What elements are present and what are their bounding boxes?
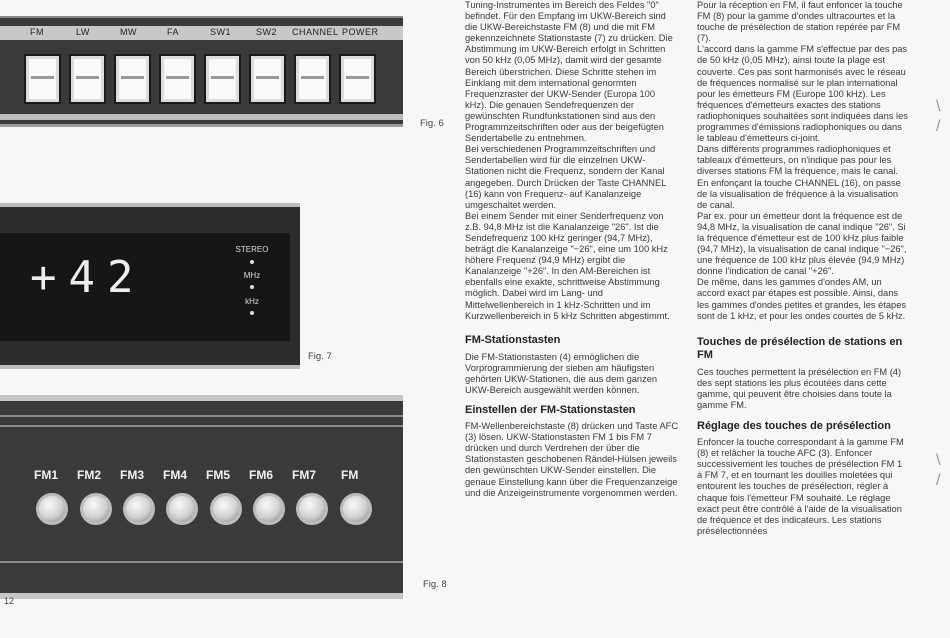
band-switch-mw	[114, 54, 151, 104]
paragraph: L'accord dans la gamme FM s'effectue par des pas de 50 kHz (0,05 MHz), ainsi toute la plage est couverte. Ces pas sont harmonisés avec le réseau de fréquences normalisé sur le plan international pour les émetteurs FM (Europe 100 kHz). Les fréquences d'émetteurs exactes des stations radiophoniques souhaitées sont indiquées dans les programmes d'émissions radiophoniques ou dans le tableau d'émetteurs ci-joint.	[697, 44, 908, 144]
switch-label: CHANNEL	[292, 27, 339, 37]
paragraph: Pour la réception en FM, il faut enfoncer la touche FM (8) pour la gamme d'ondes ultracourtes et la touche de présélection de station repérée par FM (7).	[697, 0, 903, 44]
band-switch-channel	[294, 54, 331, 104]
paragraph: Die FM-Stationstasten (4) ermöglichen die Vorprogrammierung der sieben am häufigsten gehörten UKW-Stationen, die aus dem ganzen UKW-Bereich ausgewählt werden können.	[465, 351, 658, 395]
station-label: FM2	[77, 468, 101, 482]
switch-label: FM	[30, 27, 44, 37]
section-heading: Einstellen der FM-Stationstasten	[465, 404, 636, 417]
figure-6-band-switches	[0, 16, 403, 127]
band-switch-sw1	[204, 54, 241, 104]
switch-rail	[0, 114, 403, 120]
paragraph: Enfoncer la touche correspondant à la gamme FM (8) et relâcher la touche AFC (3). Enfoncer successivement les touches de présélection FM 1 à FM 7, et en tournant les douilles moletées qui entourent les touches de présélection, régler à chaque fois l'émetteur FM souhaité. Le réglage exact peut être contrôlé à l'aide de la visualisation de fréquence et des indicateurs. Les stations présélectionnées	[697, 437, 904, 536]
paragraph: Bei verschiedenen Programmzeitschriften und Sendertabellen wird für die einzelnen UKW-Stationen nicht die Frequenz, sondern der Kanal angegeben. Durch Drücken der Taste CHANNEL (16) kann von Frequenz- auf Kanalanzeige umgeschaltet werden.	[465, 144, 667, 210]
section-heading: Touches de présélection de stations en FM	[697, 335, 903, 361]
paragraph: Bei einem Sender mit einer Senderfrequenz von z.B. 94,8 MHz ist die Kanalanzeige "26". Ist die Sendefrequenz 100 kHz geringer (94,7 MHz), beträgt die Kanalanzeige "−26", eine um 100 kHz höhere Frequenz (94,9 MHz) ergibt die Kanalanzeige "+26". In den AM-Bereichen ist ebenfalls eine exakte, schrittweise Abstimmung möglich. Dabei wird im Lang- und Mittelwellenbereich in 1 kHz-Schritten und im Kurzwellenbereich in 5 kHz Schritten abgestimmt.	[465, 210, 670, 321]
station-label: FM1	[34, 468, 58, 482]
section-heading: Réglage des touches de présélection	[697, 420, 891, 433]
station-button-fm	[340, 493, 372, 525]
station-label: FM7	[292, 468, 316, 482]
paragraph: Ces touches permettent la présélection en FM (4) des sept stations les plus écoutées dans cette gamme, qui peuvent être choisies dans toute la gamme FM.	[697, 366, 902, 410]
page-number: 12	[4, 596, 15, 606]
paragraph: De même, dans les gammes d'ondes AM, un accord exact par étapes est possible. Ainsi, dans les gammes d'ondes petites et grandes, les étapes sont de 1 kHz, et pour les ondes courtes de 5 kHz.	[697, 277, 907, 321]
figure-7-caption: Fig. 7	[308, 351, 332, 362]
band-switch-fa	[159, 54, 196, 104]
mhz-led	[250, 285, 254, 289]
paragraph: Tuning-Instrumentes im Bereich des Feldes "0" befindet. Für den Empfang im UKW-Bereich sind die UKW-Bereichstaste FM (8) und die mit FM gekennzeichnete Stationstaste (7) zu drücken. Die Abstimmung im UKW-Bereich erfolgt in Schritten von 50 kHz (0,05 MHz), damit wird der gesamte Bereich überstrichen. Diese Schritte stehen im Einklang mit dem international genormten Frequenzraster der UKW-Sender (Europa 100 kHz). Die genauen Sendefrequenzen der gewünschten Rundfunkstationen sind aus den Programmzeitschriften oder aus der beigefügten Sendertabelle zu entnehmen.	[465, 0, 673, 144]
station-label: FM5	[206, 468, 230, 482]
station-button-fm2	[80, 493, 112, 525]
stereo-led	[250, 260, 254, 264]
figure-6-caption: Fig. 6	[420, 118, 444, 129]
paragraph: Par ex. pour un émetteur dont la fréquence est de 94,8 MHz, la visualisation de canal indique "26". Si la fréquence d'émetteur est de 100 kHz plus faible (94,7 MHz), la visualisation de canal indique "−26", une fréquence de 100 kHz plus élevée (94,9 MHz) donne l'indication de canal "+26".	[697, 210, 907, 277]
station-button-fm4	[166, 493, 198, 525]
panel-stripe	[0, 561, 403, 563]
panel-stripe	[0, 415, 403, 417]
binding-mark: \	[936, 98, 941, 115]
band-switch-power	[339, 54, 376, 104]
switch-label-strip	[0, 26, 403, 40]
switch-label: FA	[167, 27, 180, 37]
binding-mark: \	[936, 452, 941, 469]
switch-label: MW	[120, 27, 137, 37]
stereo-indicator-label: STEREO	[235, 245, 269, 254]
french-text-column	[697, 0, 908, 537]
band-switch-sw2	[249, 54, 286, 104]
panel-stripe	[0, 425, 403, 427]
station-label: FM3	[120, 468, 144, 482]
mhz-indicator-label: MHz	[243, 271, 261, 280]
band-switch-fm	[24, 54, 61, 104]
figure-8-caption: Fig. 8	[423, 579, 447, 590]
german-text-column	[465, 0, 679, 499]
station-button-fm1	[36, 493, 68, 525]
switch-label: LW	[76, 27, 90, 37]
station-label: FM4	[163, 468, 187, 482]
section-heading: FM-Stationstasten	[465, 333, 561, 346]
khz-led	[250, 311, 254, 315]
station-button-fm7	[296, 493, 328, 525]
band-switch-lw	[69, 54, 106, 104]
switch-label: SW2	[256, 27, 278, 37]
figure-7-display	[0, 203, 300, 369]
station-label: FM	[341, 468, 359, 482]
channel-readout: +42	[30, 252, 146, 303]
paragraph: FM-Wellenbereichstaste (8) drücken und Taste AFC (3) lösen. UKW-Stationstasten FM 1 bis FM 7 drücken und durch Verdrehen der über die Stationstasten geschobenen Rändel-Hülsen jeweils den gewünschten UKW-Sender einstellen. Die genaue Einstellung kann über die Frequenzanzeige und die Anzeigeinstrumente vorgenommen werden.	[465, 421, 679, 498]
station-button-fm3	[123, 493, 155, 525]
binding-mark: /	[936, 118, 941, 135]
station-button-fm5	[210, 493, 242, 525]
switch-label: SW1	[210, 27, 232, 37]
figure-8-station-buttons	[0, 395, 403, 599]
station-button-fm6	[253, 493, 285, 525]
station-label: FM6	[249, 468, 273, 482]
binding-mark: /	[936, 472, 941, 489]
paragraph: Dans différents programmes radiophoniques et tableaux d'émetteurs, on n'indique pas pour les diverses stations FM la fréquence, mais le canal. En enfonçant la touche CHANNEL (16), on passe de la visualisation de fréquence à la visualisation de canal.	[697, 144, 901, 210]
switch-label: POWER	[342, 27, 379, 37]
khz-indicator-label: kHz	[245, 297, 259, 306]
